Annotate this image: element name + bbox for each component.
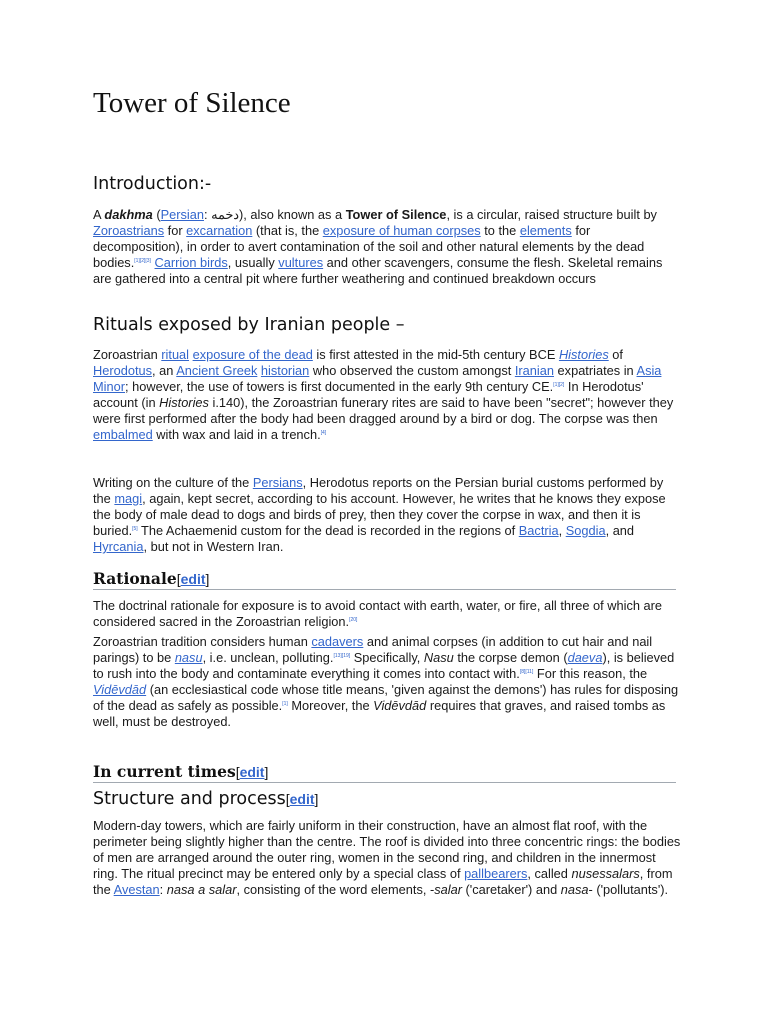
carrion-birds-link[interactable]: Carrion birds — [154, 255, 228, 270]
exposure-link[interactable]: exposure of human corpses — [322, 223, 481, 238]
edit-link[interactable]: edit — [289, 791, 315, 807]
zoroastrians-link[interactable]: Zoroastrians — [93, 223, 165, 238]
citation[interactable]: [5] — [132, 526, 138, 532]
excarnation-link[interactable]: excarnation — [186, 223, 253, 238]
citation[interactable]: [1][2][3] — [134, 258, 151, 264]
nasu-link[interactable]: nasu — [174, 650, 203, 665]
rituals-heading: Rituals exposed by Iranian people – — [93, 315, 405, 335]
rituals-paragraph: Zoroastrian ritual exposure of the dead is first attested in the mid-5th century BCE Histories of Herodotus, an Ancient Greek historian who observed the custom amongst Iranian expatriates in Asia Minor; however, the use of towers is first documented in the early 9th century CE.[1][2] In Herodotus' account (in Histories i.140), the Zoroastrian funerary rites are said to have been "secret"; however they were first performed after the body had been dragged around by a bird or dog. The corpse was then embalmed with wax and laid in a trench.[4] — [93, 347, 674, 442]
vultures-link[interactable]: vultures — [278, 255, 324, 270]
edit-link[interactable]: edit — [180, 571, 206, 587]
elements-link[interactable]: elements — [519, 223, 572, 238]
page-title: Tower of Silence — [93, 87, 291, 119]
tower-term: Tower of Silence — [345, 207, 447, 222]
citation[interactable]: [20] — [349, 617, 358, 623]
videvdad-link[interactable]: Vidēvdād — [93, 682, 147, 697]
citation[interactable]: [13][19] — [333, 653, 351, 659]
daeva-link[interactable]: daeva — [567, 650, 603, 665]
herodotus-link[interactable]: Herodotus — [93, 363, 153, 378]
rationale-heading: Rationale[edit] — [93, 569, 676, 590]
asia-minor-link[interactable]: Asia Minor — [93, 363, 662, 394]
persian-word: دخمه — [211, 207, 239, 222]
cadavers-link[interactable]: cadavers — [311, 634, 364, 649]
structure-heading: Structure and process[edit] — [93, 789, 319, 809]
rationale-paragraph-2: Zoroastrian tradition considers human cadavers and animal corpses (in addition to cut hair and nail parings) to be nasu, i.e. unclean, polluting.[13][19] Specifically, Nasu the corpse demon (daeva), is believed to rush into the body and contaminate everything it comes into contact with.[8][11] For this reason, the Vidēvdād (an ecclesiastical code whose title means, 'given against the demons') has rules for disposing of the dead as safely as possible.[1] Moreover, the Vidēvdād requires that graves, and raised tombs as well, must be destroyed. — [93, 634, 679, 729]
histories-link[interactable]: Histories — [558, 347, 609, 362]
introduction-paragraph: A dakhma (Persian: دخمه), also known as a Tower of Silence, is a circular, raised structure built by Zoroastrians for excarnation (that is, the exposure of human corpses to the elements for decomposition), in order to avert contamination of the soil and other natural elements by the dead bodies.[1][2][3] Carrion birds, usually vultures and other scavengers, consume the flesh. Skeletal remains are gathered into a central pit where further weathering and continued breakdown occurs — [93, 207, 663, 286]
citation[interactable]: [1] — [282, 701, 288, 707]
exposure-of-dead-link[interactable]: exposure of the dead — [192, 347, 313, 362]
persians-link[interactable]: Persians — [252, 475, 303, 490]
iranian-link[interactable]: Iranian — [514, 363, 554, 378]
citation[interactable]: [4] — [320, 430, 327, 436]
ritual-link[interactable]: ritual — [161, 347, 190, 362]
citation[interactable]: [8][11] — [519, 669, 534, 675]
persian-link[interactable]: Persian — [160, 207, 204, 222]
avestan-link[interactable]: Avestan — [113, 882, 160, 897]
edit-link[interactable]: edit — [239, 764, 265, 780]
embalmed-link[interactable]: embalmed — [93, 427, 153, 442]
current-times-heading: In current times[edit] — [93, 762, 676, 783]
pallbearers-link[interactable]: pallbearers — [464, 866, 528, 881]
citation[interactable]: [1][2] — [553, 382, 565, 388]
structure-paragraph: Modern-day towers, which are fairly uniform in their construction, have an almost flat roof, with the perimeter being slightly higher than the centre. The roof is divided into three concentric rings: the bodies of men are arranged around the outer ring, women in the second ring, and children in the innermost ring. The ritual precinct may be entered only by a special class of pallbearers, called nusessalars, from the Avestan: nasa a salar, consisting of the word elements, -salar ('caretaker') and nasa- ('pollutants'). — [93, 818, 681, 897]
persians-paragraph: Writing on the culture of the Persians, Herodotus reports on the Persian burial customs performed by the magi, again, kept secret, according to his account. However, he writes that he knows they expose the body of male dead to dogs and birds of prey, then they cover the corpse in wax, and then it is buried.[5] The Achaemenid custom for the dead is recorded in the regions of Bactria, Sogdia, and Hyrcania, but not in Western Iran. — [93, 475, 666, 554]
introduction-heading: Introduction:- — [93, 174, 212, 194]
sogdia-link[interactable]: Sogdia — [565, 523, 606, 538]
dakhma-term: dakhma — [104, 207, 153, 222]
hyrcania-link[interactable]: Hyrcania — [93, 539, 144, 554]
rationale-paragraph-1: The doctrinal rationale for exposure is to avoid contact with earth, water, or fire, all three of which are considered sacred in the Zoroastrian religion.[20] — [93, 598, 663, 629]
historian-link[interactable]: historian — [260, 363, 310, 378]
ancient-greek-link[interactable]: Ancient Greek — [176, 363, 258, 378]
bactria-link[interactable]: Bactria — [518, 523, 559, 538]
magi-link[interactable]: magi — [114, 491, 143, 506]
